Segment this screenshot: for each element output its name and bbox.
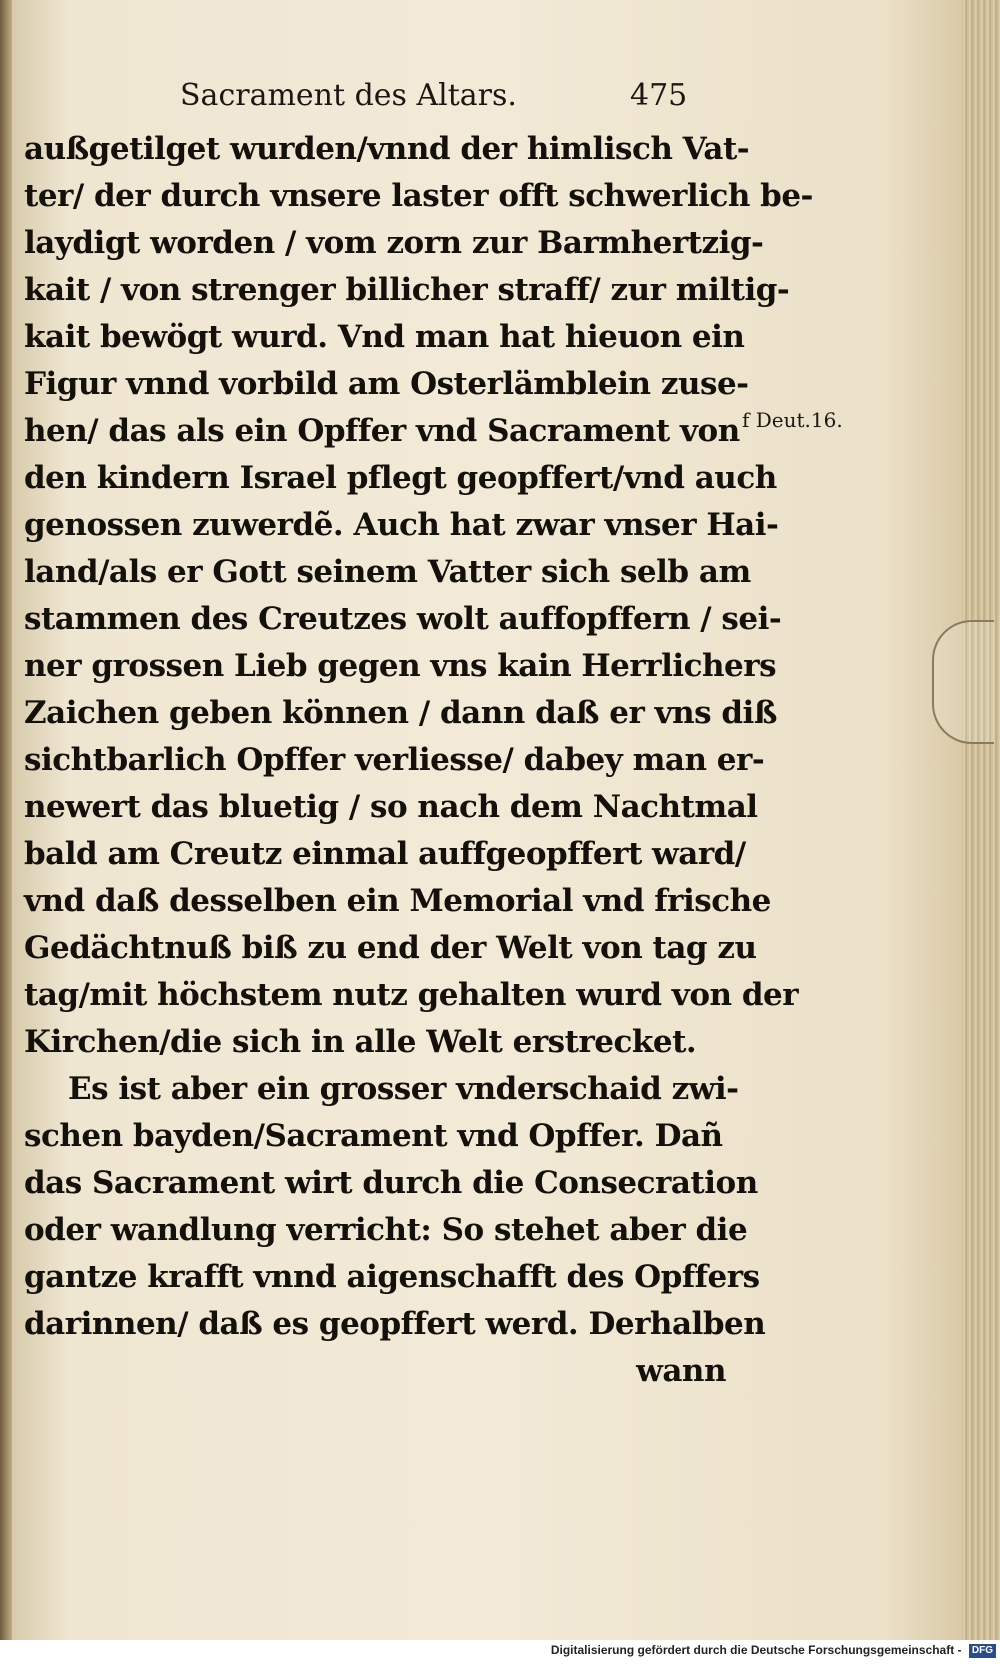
text-line: gantze krafft vnnd aigenschafft des Opffers: [24, 1259, 760, 1295]
text-line: hen/ das als ein Opffer vnd Sacrament von: [24, 413, 740, 449]
text-line: darinnen/ daß es geopffert werd. Derhalben: [24, 1306, 766, 1342]
text-line: land/als er Gott seinem Vatter sich selb am: [24, 554, 751, 590]
page-stack-edge: [962, 0, 1000, 1640]
text-line: stammen des Creutzes wolt auffopffern / sei-: [24, 601, 782, 637]
text-line: Zaichen geben können / dann daß er vns diß: [24, 695, 777, 731]
text-line: sichtbarlich Opffer verliesse/ dabey man er-: [24, 742, 765, 778]
text-line: vnd daß desselben ein Memorial vnd frische: [24, 883, 771, 919]
footer-credit-text: Digitalisierung gefördert durch die Deutsche Forschungsgemeinschaft -: [550, 1643, 962, 1657]
text-line: bald am Creutz einmal auffgeopffert ward/: [24, 836, 746, 872]
text-line: außgetilget wurden/vnnd der himlisch Vat-: [24, 131, 750, 167]
text-line: tag/mit höchstem nutz gehalten wurd von der: [24, 977, 799, 1013]
footer-credit: [551, 1643, 996, 1658]
paragraph-start-line: Es ist aber ein grosser vnderschaid zwi-: [68, 1071, 739, 1107]
text-line: kait bewögt wurd. Vnd man hat hieuon ein: [24, 319, 745, 355]
text-line: oder wandlung verricht: So stehet aber die: [24, 1212, 748, 1248]
digitization-footer: [0, 1640, 1000, 1664]
catchword: wann: [636, 1353, 726, 1389]
text-line: schen bayden/Sacrament vnd Opffer. Dañ: [24, 1118, 723, 1154]
text-line: newert das bluetig / so nach dem Nachtmal: [24, 789, 758, 825]
page-number: 475: [630, 78, 688, 113]
text-line: Gedächtnuß biß zu end der Welt von tag zu: [24, 930, 757, 966]
margin-reference-note: f Deut.16.: [742, 408, 843, 432]
text-line: laydigt worden / vom zorn zur Barmhertzig-: [24, 225, 764, 261]
text-line: genossen zuwerdẽ. Auch hat zwar vnser Hai-: [24, 507, 779, 543]
text-line: ner grossen Lieb gegen vns kain Herrlichers: [24, 648, 777, 684]
text-line: den kindern Israel pflegt geopffert/vnd auch: [24, 460, 777, 496]
text-line: das Sacrament wirt durch die Consecration: [24, 1165, 758, 1201]
running-title: Sacrament des Altars.: [180, 78, 517, 113]
text-line: kait / von strenger billicher straff/ zur miltig-: [24, 272, 790, 308]
text-line: Kirchen/die sich in alle Welt erstrecket.: [24, 1024, 697, 1060]
text-line: Figur vnnd vorbild am Osterlämblein zuse-: [24, 366, 749, 402]
page-header: [180, 78, 740, 122]
text-line: ter/ der durch vnsere laster offt schwerlich be-: [24, 178, 813, 214]
dfg-logo: DFG: [969, 1644, 996, 1658]
page-clasp-outline: [932, 620, 994, 744]
